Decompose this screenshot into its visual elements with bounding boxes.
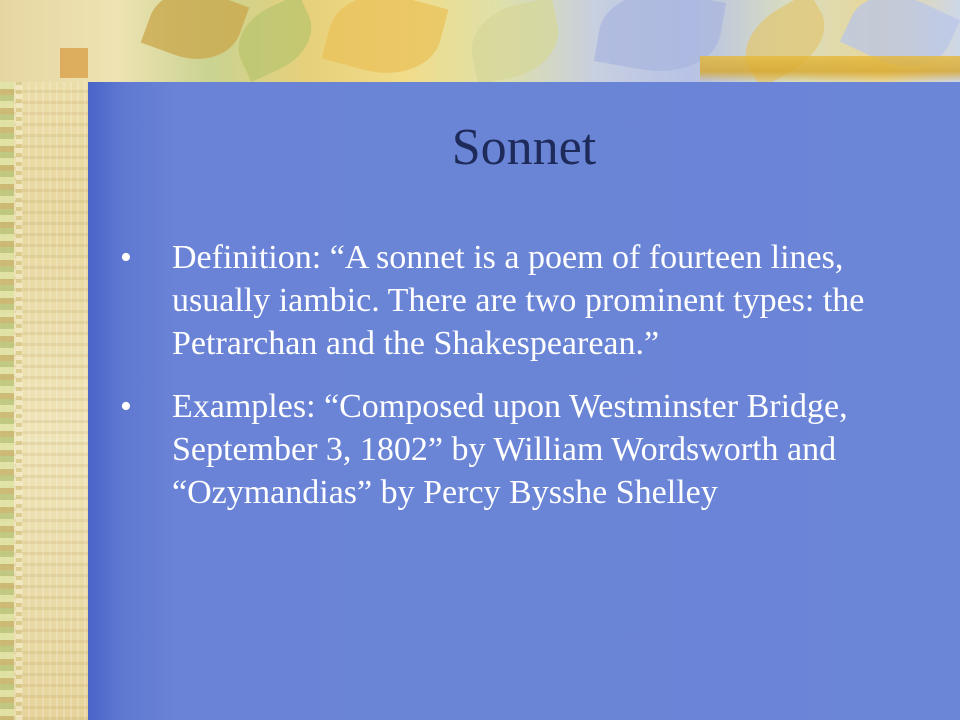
bullet-text: Definition: “A sonnet is a poem of fourteen lines, usually iambic. There are two prominent types: the Petrarchan and the Shakespearean.”	[172, 239, 865, 362]
gold-strip-decoration	[700, 56, 960, 82]
corner-square-decoration	[60, 48, 88, 78]
top-decorative-border	[0, 0, 960, 82]
left-border-edge	[0, 0, 14, 720]
leaf-decoration	[141, 0, 250, 73]
leaf-decoration	[464, 0, 567, 82]
bullet-list	[120, 236, 920, 534]
bullet-definition	[120, 236, 920, 365]
bullet-text: Examples: “Composed upon Westminster Bridge, September 3, 1802” by William Wordsworth and “Ozymandias” by Percy Bysshe Shelley	[172, 388, 848, 511]
left-border-stripe	[16, 0, 22, 720]
bullet-marker: •	[120, 388, 132, 425]
slide-title: Sonnet	[451, 119, 597, 176]
leaf-decoration	[322, 0, 449, 82]
bullet-marker: •	[120, 239, 132, 276]
bullet-examples	[120, 385, 920, 514]
